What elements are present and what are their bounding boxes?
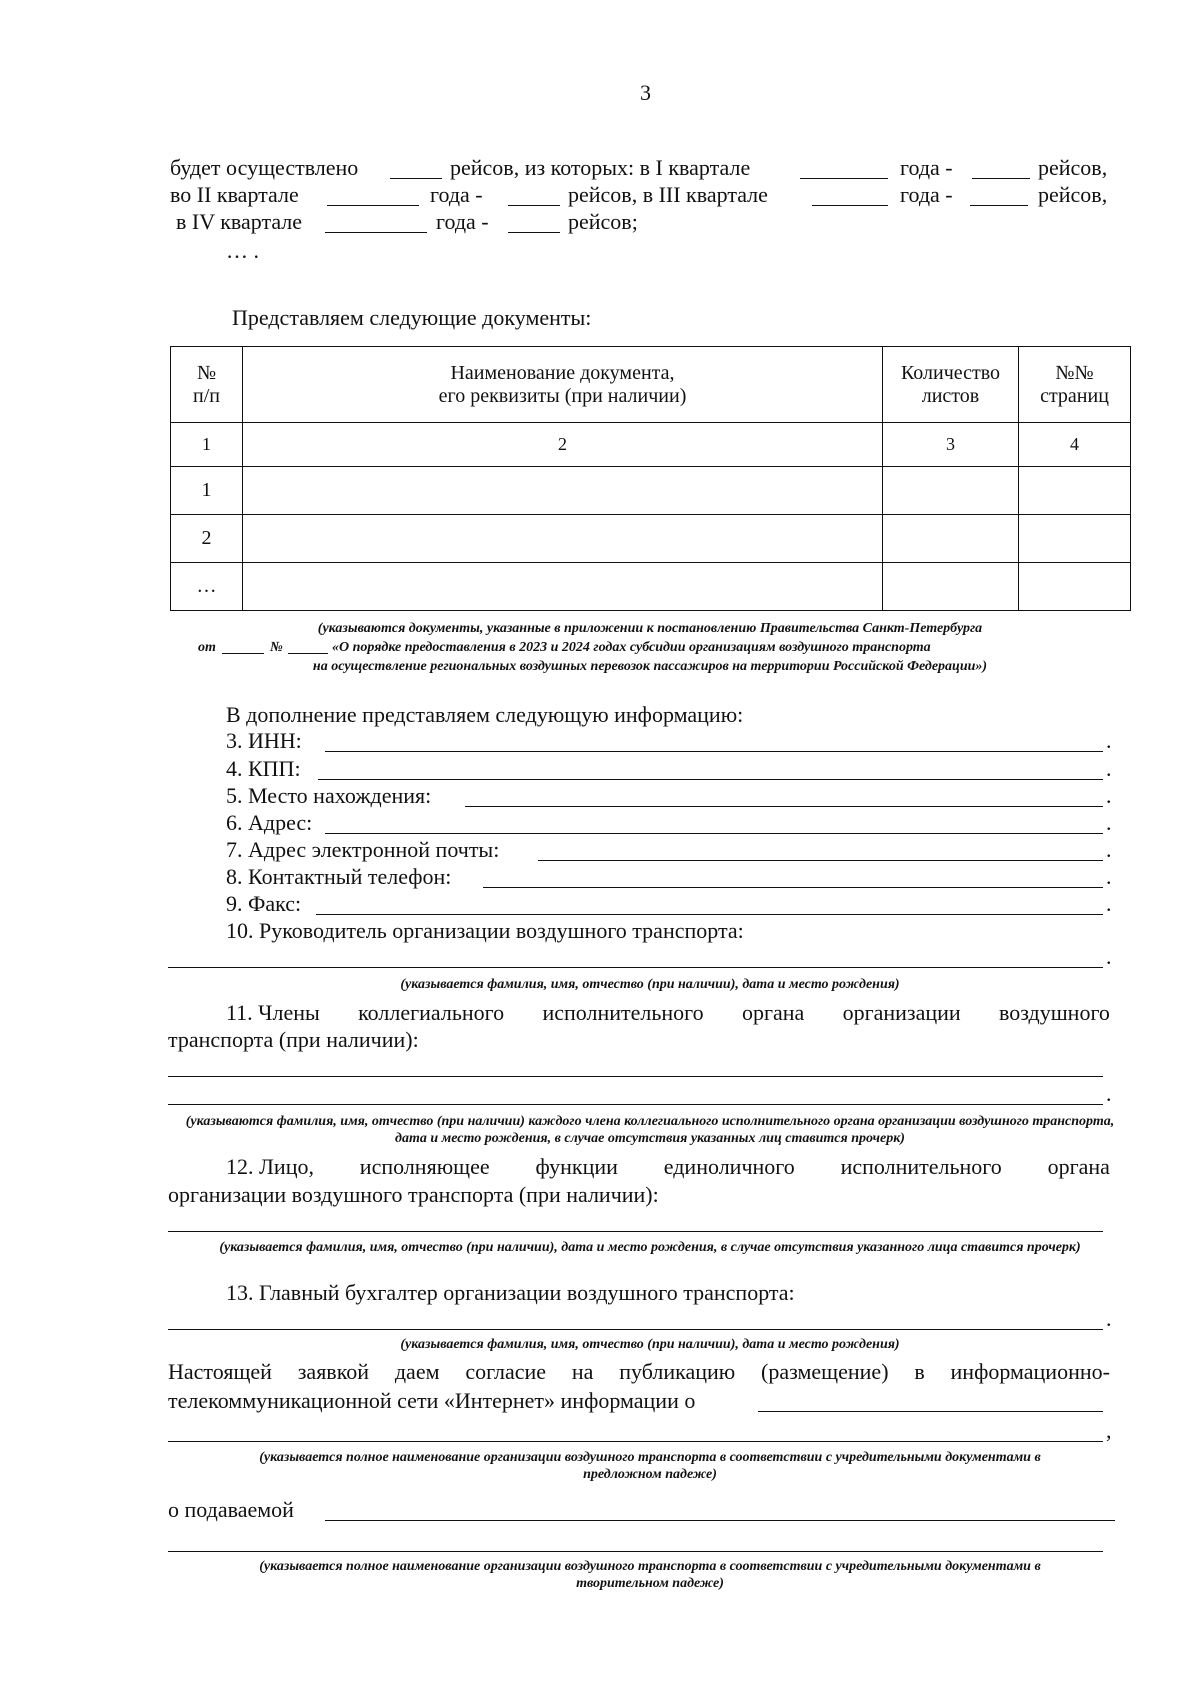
- col-num-3: 3: [883, 423, 1019, 467]
- flights-l1-b: рейсов, из которых: в I квартале: [450, 155, 751, 180]
- email-input[interactable]: [538, 860, 1103, 861]
- col-num-1: 1: [171, 423, 243, 467]
- field-label: 4. КПП:: [226, 756, 301, 781]
- head-of-org-input[interactable]: [168, 967, 1103, 968]
- table-note-l2: «О порядке предоставления в 2023 и 2024 годах субсидии организациям воздушного транспорта: [332, 640, 931, 655]
- item12-note: (указывается фамилия, имя, отчество (при наличии), дата и место рождения, в случае отсутствия указанного лица ставится прочерк): [219, 1240, 1081, 1255]
- table-header-row: [171, 347, 1131, 423]
- flights-l2-a: во II квартале: [170, 182, 299, 207]
- blank-q2-year[interactable]: [327, 205, 419, 206]
- kpp-input[interactable]: [318, 779, 1103, 780]
- org-name-prepositional-input-1[interactable]: [758, 1411, 1103, 1412]
- consent-note2: (указывается полное наименование организации воздушного транспорта в соответствии с учредительными документами в творительном падеже): [259, 1559, 1041, 1591]
- header-pages: №№ страниц: [1019, 347, 1131, 423]
- blank-q3-year[interactable]: [812, 205, 888, 206]
- field-end: .: [1106, 837, 1112, 862]
- blank-decree-date[interactable]: [222, 653, 264, 654]
- blank-q2-flights[interactable]: [508, 205, 560, 206]
- table-row: [171, 515, 1131, 563]
- flights-l3-a: в IV квартале: [176, 209, 303, 234]
- submitted-label: о подаваемой: [168, 1497, 294, 1522]
- chief-accountant-input[interactable]: [168, 1329, 1103, 1330]
- org-name-instrumental-input-1[interactable]: [325, 1520, 1115, 1521]
- org-name-instrumental-input-2[interactable]: [168, 1551, 1103, 1552]
- flights-l3-b: года -: [436, 209, 489, 234]
- info-intro: В дополнение представляем следующую информацию:: [226, 702, 744, 727]
- row-doc-name[interactable]: [243, 563, 883, 611]
- field-label: 5. Место нахождения:: [226, 783, 432, 808]
- blank-total-flights[interactable]: [390, 178, 442, 179]
- row-num: 2: [171, 515, 243, 563]
- column-number-row: [171, 423, 1131, 467]
- location-input[interactable]: [465, 806, 1103, 807]
- item11-end: .: [1106, 1081, 1112, 1106]
- consent-line1: Настоящей заявкой даем согласие на публикацию (размещение) в информационно-: [168, 1359, 1110, 1384]
- sole-executive-input[interactable]: [168, 1231, 1103, 1232]
- field-end: .: [1106, 728, 1112, 753]
- row-sheets[interactable]: [883, 467, 1019, 515]
- item11-note: (указываются фамилия, имя, отчество (при наличии) каждого члена коллегиального исполнительного органа организации воздушного транспорта, дата и место рождения, в случае отсутствия указанных лиц ставится прочерк): [185, 1114, 1115, 1146]
- row-num: …: [171, 563, 243, 611]
- field-end: .: [1106, 864, 1112, 889]
- table-note-from: от: [198, 640, 216, 655]
- flights-l3-c: рейсов;: [568, 209, 638, 234]
- page-number: 3: [640, 80, 651, 105]
- consent-note1: (указывается полное наименование организации воздушного транспорта в соответствии с учредительными документами в предложном падеже): [259, 1450, 1041, 1482]
- flights-l2-b: года -: [430, 182, 483, 207]
- blank-q4-year[interactable]: [325, 232, 427, 233]
- table-note-l3: на осуществление региональных воздушных перевозок пассажиров на территории Российской Федерации»): [312, 659, 988, 674]
- header-name: Наименование документа, его реквизиты (при наличии): [243, 347, 883, 423]
- item10-end: .: [1106, 944, 1112, 969]
- row-pages[interactable]: [1019, 467, 1131, 515]
- item13-note: (указывается фамилия, имя, отчество (при наличии), дата и место рождения): [400, 1337, 900, 1352]
- blank-q4-flights[interactable]: [508, 232, 560, 233]
- field-end: .: [1106, 891, 1112, 916]
- documents-table: [170, 346, 1131, 611]
- inn-input[interactable]: [325, 751, 1103, 752]
- item10-note: (указывается фамилия, имя, отчество (при наличии), дата и место рождения): [400, 977, 900, 992]
- address-input[interactable]: [325, 833, 1103, 834]
- row-num: 1: [171, 467, 243, 515]
- table-note-l1: (указываются документы, указанные в приложении к постановлению Правительства Санкт-Петербурга: [317, 621, 983, 636]
- ellipsis: … .: [226, 238, 259, 263]
- col-num-4: 4: [1019, 423, 1131, 467]
- header-sheets: Количество листов: [883, 347, 1019, 423]
- table-note-no: №: [270, 640, 283, 655]
- field-label: 3. ИНН:: [226, 728, 302, 753]
- item12-line1: 12. Лицо, исполняющее функции единоличного исполнительного органа: [226, 1154, 1110, 1179]
- board-members-input-1[interactable]: [168, 1076, 1103, 1077]
- row-sheets[interactable]: [883, 563, 1019, 611]
- item12-line2: организации воздушного транспорта (при наличии):: [168, 1182, 659, 1207]
- board-members-input-2[interactable]: [168, 1104, 1103, 1105]
- field-label: 7. Адрес электронной почты:: [226, 837, 500, 862]
- item11-line1: 11. Члены коллегиального исполнительного органа организации воздушного: [226, 1000, 1110, 1025]
- flights-l1-d: рейсов,: [1038, 155, 1108, 180]
- flights-l2-c: рейсов, в III квартале: [568, 182, 768, 207]
- blank-q1-year[interactable]: [800, 178, 888, 179]
- row-pages[interactable]: [1019, 563, 1131, 611]
- blank-decree-number[interactable]: [288, 653, 328, 654]
- consent-end: ,: [1106, 1418, 1112, 1443]
- row-doc-name[interactable]: [243, 515, 883, 563]
- flights-l1-c: года -: [900, 155, 953, 180]
- item10-label: 10. Руководитель организации воздушного транспорта:: [226, 918, 744, 943]
- flights-l2-e: рейсов,: [1038, 182, 1108, 207]
- header-num: № п/п: [171, 347, 243, 423]
- field-label: 6. Адрес:: [226, 810, 313, 835]
- row-sheets[interactable]: [883, 515, 1019, 563]
- table-row: [171, 563, 1131, 611]
- blank-q1-flights[interactable]: [972, 178, 1030, 179]
- field-label: 9. Факс:: [226, 891, 302, 916]
- item11-line2: транспорта (при наличии):: [168, 1027, 419, 1052]
- row-pages[interactable]: [1019, 515, 1131, 563]
- consent-line2: телекоммуникационной сети «Интернет» информации о: [168, 1388, 696, 1413]
- org-name-prepositional-input-2[interactable]: [168, 1441, 1103, 1442]
- field-end: .: [1106, 810, 1112, 835]
- table-row: [171, 467, 1131, 515]
- field-label: 8. Контактный телефон:: [226, 864, 452, 889]
- item13-end: .: [1106, 1306, 1112, 1331]
- field-end: .: [1106, 756, 1112, 781]
- row-doc-name[interactable]: [243, 467, 883, 515]
- flights-l2-d: года -: [900, 182, 953, 207]
- fax-input[interactable]: [316, 914, 1103, 915]
- phone-input[interactable]: [483, 887, 1103, 888]
- blank-q3-flights[interactable]: [970, 205, 1028, 206]
- item13-label: 13. Главный бухгалтер организации воздушного транспорта:: [226, 1280, 795, 1305]
- col-num-2: 2: [243, 423, 883, 467]
- field-end: .: [1106, 783, 1112, 808]
- docs-intro: Представляем следующие документы:: [232, 305, 592, 330]
- flights-l1-a: будет осуществлено: [170, 155, 359, 180]
